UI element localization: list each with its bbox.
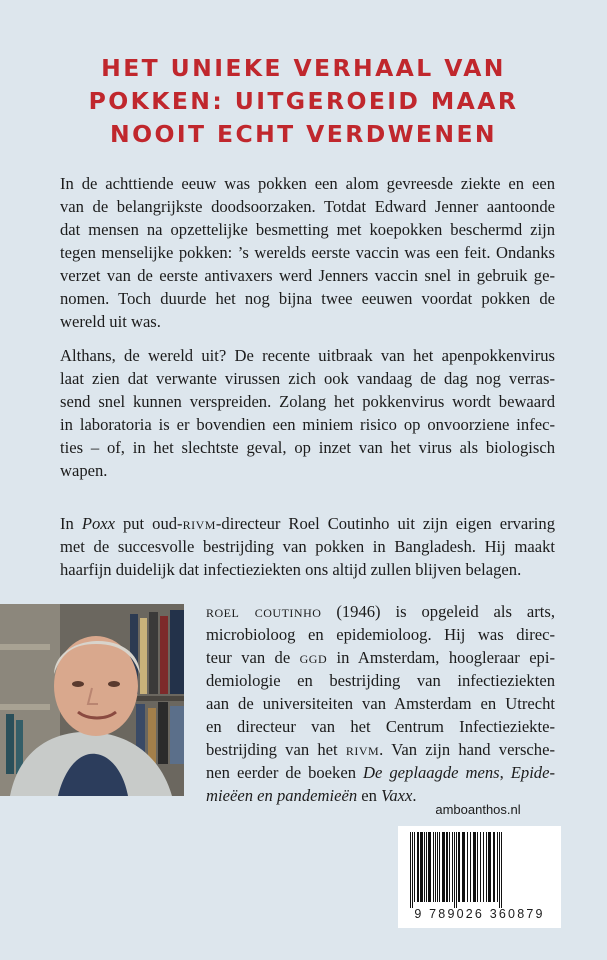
headline-line: POKKEN: UITGEROEID MAAR	[88, 87, 519, 115]
barcode-bar	[499, 832, 500, 908]
barcode-bar	[470, 832, 471, 902]
barcode-bar	[426, 832, 427, 902]
text-line: met de succesvolle bestrijding van pokken in Bangladesh. Hij maakt	[60, 537, 555, 556]
author-photo-illustration	[0, 604, 184, 796]
text-fragment: -directeur Roel Coutinho uit zijn eigen ervaring	[215, 514, 555, 533]
text-fragment: bestrijding van het	[206, 740, 346, 759]
headline-line: NOOIT ECHT VERDWENEN	[110, 120, 497, 148]
book-title: De geplaagde mens	[363, 763, 500, 782]
barcode-bar	[410, 832, 411, 908]
barcode-bar	[480, 832, 481, 902]
text-fragment: In	[60, 514, 82, 533]
barcode-bar	[428, 832, 431, 902]
text-line: In de achttiende eeuw was pokken een alom gevreesde ziekte en een	[60, 174, 555, 193]
text-fragment: teur van de	[206, 648, 300, 667]
text-line: laat zien dat verwante virussen zich ook vandaag de dag nog verras-	[60, 369, 555, 388]
barcode-bar	[442, 832, 445, 902]
barcode-bar	[424, 832, 425, 902]
text-fragment: in Amsterdam, hoogleraar epi-	[327, 648, 555, 667]
barcode-bar	[467, 832, 468, 902]
headline-line: HET UNIEKE VERHAAL VAN	[101, 54, 506, 82]
barcode-bar	[473, 832, 476, 902]
text-line: dat mensen na opzettelijke besmetting met koepokken beschermd zijn	[60, 220, 555, 239]
publisher-url: amboanthos.nl	[435, 802, 521, 817]
text-line: ties – of, in het slechtste geval, op inzet van het virus als biologisch	[60, 438, 555, 457]
text-line: wereld uit was.	[60, 312, 161, 331]
text-fragment: put oud-	[114, 514, 183, 533]
barcode-bar	[454, 832, 455, 908]
text-line: aan de universiteiten van Amsterdam en Utrecht	[206, 694, 555, 713]
barcode-bar	[420, 832, 423, 902]
barcode-bar	[414, 832, 415, 902]
org-abbreviation: rivm	[345, 740, 380, 759]
paragraph-book-summary	[60, 512, 555, 581]
text-fragment: (1946) is opgeleid als arts,	[321, 602, 556, 621]
text-line: van de belangrijkste doodsoorzaken. Totdat Edward Jenner aantoonde	[60, 197, 555, 216]
barcode-bar	[493, 832, 495, 902]
barcode-bar	[433, 832, 434, 902]
text-line: demiologie en bestrijding van infectieziekten	[206, 671, 555, 690]
barcode-bar	[458, 832, 460, 902]
text-fragment: en	[357, 786, 382, 805]
text-line: send snel kunnen verspreiden. Zolang het pokkenvirus wordt bewaard	[60, 392, 555, 411]
text-line: en directeur van het Centrum Infectieziekte-	[206, 717, 555, 736]
paragraph-history	[60, 172, 555, 333]
cover-headline	[0, 52, 607, 151]
barcode-bar	[456, 832, 457, 908]
barcode-bar	[449, 832, 450, 902]
author-photo	[0, 604, 184, 796]
barcode-bar	[497, 832, 498, 902]
text-line: verzet van de eerste antivaxers werd Jenners vaccin snel in gebruik ge-	[60, 266, 555, 285]
text-line	[206, 738, 555, 761]
barcode-bar	[483, 832, 484, 902]
barcode-bar	[477, 832, 478, 902]
barcode-bar	[486, 832, 487, 902]
text-line	[206, 600, 555, 623]
text-fragment: . Van zijn hand versche-	[379, 740, 555, 759]
barcode-bar	[488, 832, 491, 902]
text-line: tegen menselijke pokken: ’s werelds eerste vaccin was een feit. Ondanks	[60, 243, 555, 262]
barcode-bar	[446, 832, 448, 902]
book-title: mieëen en pandemieën	[206, 786, 358, 805]
text-line: haarfijn duidelijk dat infectieziekten ons altijd zullen blijven belagen.	[60, 560, 522, 579]
text-fragment: .	[412, 786, 417, 805]
text-line: in laboratoria is er bovendien een miniem risico op onvoorziene infec-	[60, 415, 555, 434]
barcode-bar	[417, 832, 419, 902]
text-line	[60, 512, 555, 535]
barcode-bar	[439, 832, 440, 902]
barcode-bars	[398, 826, 561, 908]
text-line	[206, 761, 555, 784]
text-line: wapen.	[60, 461, 108, 480]
text-line: nomen. Toch duurde het nog bijna twee eeuwen voordat pokken de	[60, 289, 555, 308]
book-title-poxx: Poxx	[81, 514, 115, 533]
barcode-bar	[435, 832, 436, 902]
barcode-bar	[462, 832, 465, 902]
text-line	[206, 646, 555, 669]
book-title: Epide-	[510, 763, 555, 782]
text-fragment: nen eerder de boeken	[206, 763, 364, 782]
org-abbreviation: rivm	[182, 514, 216, 533]
text-line: Althans, de wereld uit? De recente uitbraak van het apenpokkenvirus	[60, 346, 555, 365]
paragraph-monkeypox	[60, 344, 555, 482]
barcode-bar	[437, 832, 438, 902]
isbn-number: 9 789026 360879	[414, 907, 545, 921]
barcode-bar	[412, 832, 413, 908]
barcode-bar	[452, 832, 453, 902]
author-name: roel coutinho	[206, 602, 322, 621]
barcode-bar	[501, 832, 502, 908]
text-line: microbioloog en epidemioloog. Hij was direc-	[206, 625, 555, 644]
org-abbreviation: ggd	[299, 648, 328, 667]
text-fragment: ,	[499, 763, 511, 782]
author-bio	[206, 600, 555, 807]
book-title: Vaxx	[381, 786, 413, 805]
